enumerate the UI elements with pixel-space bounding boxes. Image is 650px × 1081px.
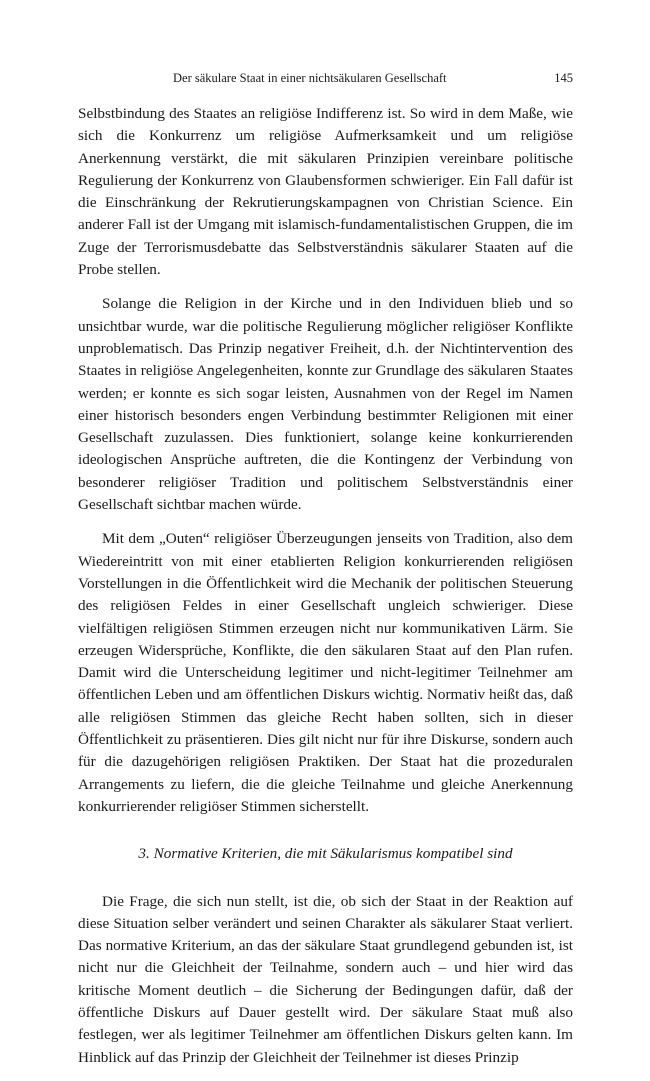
paragraph: Solange die Religion in der Kirche und in den Individuen blieb und so unsichtbar wurde, war die politische Regulierung möglicher religiöser Konflikte unproblematisch. Das Prinzip negativer Freiheit, d.h. der Nichtintervention des Staates in religiöse Angelegenheiten, konnte zur Grundlage des säkularen Staates werden; er konnte es sich sogar leisten, Ausnahmen von der Regel im Namen einer historisch besonders engen Verbindung bestimmter Religionen mit einer Gesellschaft zuzulassen. Dies funktioniert, solange keine konkurrierenden ideologischen Ansprüche auftreten, die die Kontingenz der Verbindung von besonderer religiöser Tradition und politischem Selbstverständnis einer Gesellschaft sichtbar machen würde.: [78, 295, 573, 514]
section-heading: 3. Normative Kriterien, die mit Säkularismus kompatibel sind: [138, 845, 513, 863]
paragraph: Selbstbindung des Staates an religiöse Indifferenz ist. So wird in dem Maße, wie sich die Konkurrenz um religiöse Aufmerksamkeit und um religiöse Anerkennung verstärkt, die mit säkularen Prinzipien vereinbare politische Regulierung der Konkurrenz von Glaubensformen schwieriger. Ein Fall dafür ist die Einschränkung der Rekrutierungskampagnen von Christian Science. Ein anderer Fall ist der Umgang mit islamisch-fundamentalistischen Gruppen, die im Zuge der Terrorismusdebatte das Selbstverständnis säkularer Staaten auf die Probe stellen.: [78, 105, 573, 279]
running-title: Der säkulare Staat in einer nichtsäkularen Gesellschaft: [173, 71, 447, 85]
page-number: 145: [554, 71, 573, 85]
body-text: [78, 103, 573, 1081]
paragraph: Die Frage, die sich nun stellt, ist die, ob sich der Staat in der Reaktion auf diese Situation selber verändert und seinen Charakter als säkularer Staat verliert. Das normative Kriterium, an das der säkulare Staat grundlegend gebunden ist, ist nicht nur die Gleichheit der Teilnahme, sondern auch – und hier wird das kritische Moment deutlich – die Sicherung der Bedingungen dafür, daß der öffentliche Diskurs auf Dauer gestellt wird. Der säkulare Staat muß also festlegen, wer als legitimer Teilnehmer am öffentlichen Diskurs gelten kann. Im Hinblick auf das Prinzip der Gleichheit der Teilnehmer ist dieses Prinzip: [78, 892, 573, 1066]
paragraph: Mit dem „Outen“ religiöser Überzeugungen jenseits von Tradition, also dem Wiedereintritt von mit einer etablierten Religion konkurrierenden religiösen Vorstellungen in die Öffentlichkeit wird die Mechanik der politischen Steuerung des religiösen Feldes in einer Gesellschaft ungleich schwieriger. Diese vielfältigen religiösen Stimmen erzeugen nicht nur kommunikativen Lärm. Sie erzeugen Widersprüche, Konflikte, die den säkularen Staat auf den Plan rufen. Damit wird die Unterscheidung legitimer und nicht-legitimer Teilnehmer am öffentlichen Leben und am öffentlichen Diskurs wichtig. Normativ heißt das, daß alle religiösen Stimmen das gleiche Recht haben sollten, sich in dieser Öffentlichkeit zu präsentieren. Dies gilt nicht nur für ihre Diskurse, sondern auch für die dazugehörigen religiösen Praktiken. Der Staat hat die prozeduralen Arrangements zu liefern, die die gleiche Teilnahme und gleiche Anerkennung konkurrierender religiöser Stimmen sicherstellt.: [78, 530, 573, 815]
